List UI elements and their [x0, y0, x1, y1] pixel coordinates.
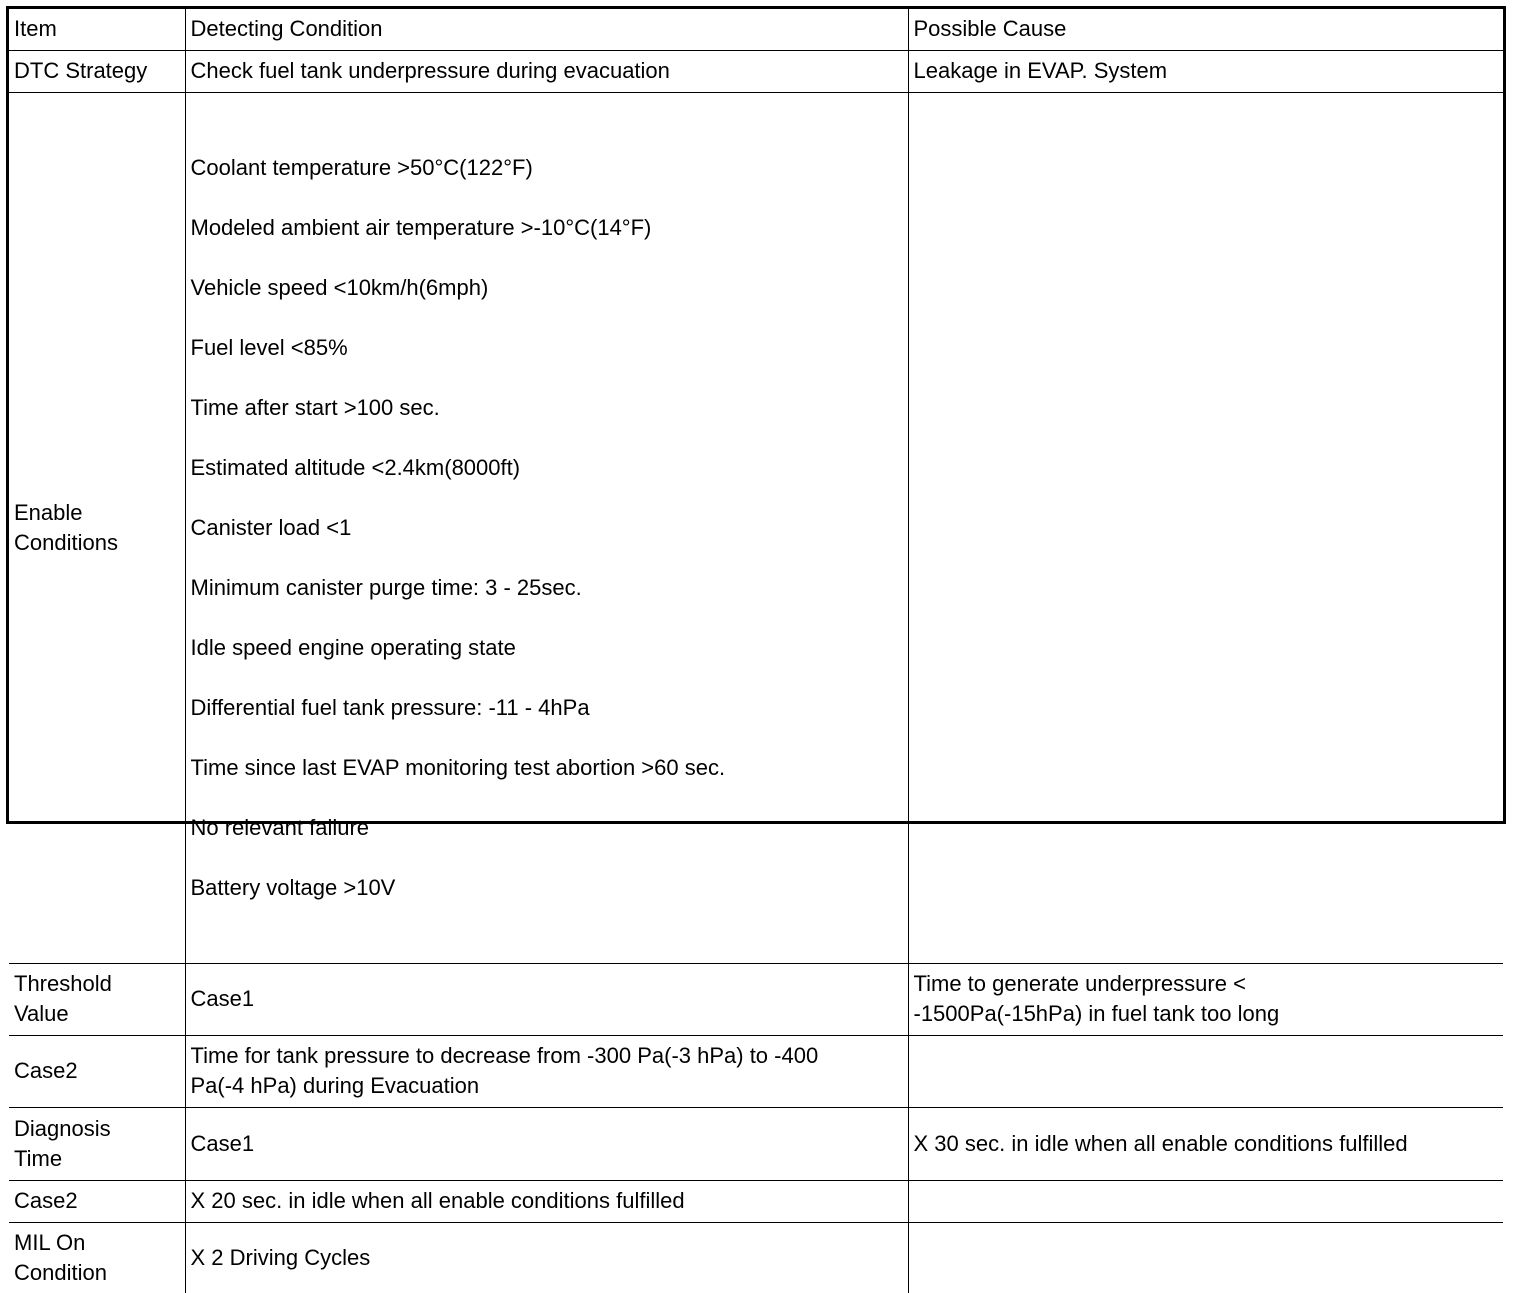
list-item: Modeled ambient air temperature >-10°C(14°F)	[190, 214, 652, 240]
list-item: Canister load <1	[190, 514, 352, 540]
list-item: Minimum canister purge time: 3 - 25sec.	[190, 574, 582, 600]
row-item: Enable Conditions	[9, 92, 185, 963]
enable-conditions-list	[191, 123, 903, 933]
dtc-table-container	[6, 6, 1506, 1285]
row-item: Case2	[9, 1180, 185, 1222]
row-condition: Case1	[185, 1107, 908, 1180]
list-item: No relevant failure	[190, 814, 370, 840]
list-item: Coolant temperature >50°C(122°F)	[190, 154, 533, 180]
list-item: Time since last EVAP monitoring test abortion >60 sec.	[190, 754, 726, 780]
table-row	[9, 963, 1503, 1035]
list-item: Fuel level <85%	[190, 334, 348, 360]
row-item: MIL On Condition	[9, 1222, 185, 1293]
row-cause	[908, 1035, 1503, 1107]
table-row	[9, 1222, 1503, 1293]
row-item: DTC Strategy	[9, 50, 185, 92]
row-item: Case2	[9, 1035, 185, 1107]
list-item: Vehicle speed <10km/h(6mph)	[190, 274, 489, 300]
table-row	[9, 1107, 1503, 1180]
row-cause: Leakage in EVAP. System	[908, 50, 1503, 92]
row-item: Diagnosis Time	[9, 1107, 185, 1180]
row-condition: X 20 sec. in idle when all enable conditions fulfilled	[185, 1180, 908, 1222]
row-condition: Case1	[185, 963, 908, 1035]
row-cause: Time to generate underpressure < -1500Pa(-15hPa) in fuel tank too long	[908, 963, 1503, 1035]
list-item: Idle speed engine operating state	[190, 634, 516, 660]
row-condition-list	[185, 92, 908, 963]
row-cause	[908, 92, 1503, 963]
row-cause: X 30 sec. in idle when all enable conditions fulfilled	[908, 1107, 1503, 1180]
table-row	[9, 1035, 1503, 1107]
row-condition: X 2 Driving Cycles	[185, 1222, 908, 1293]
list-item: Battery voltage >10V	[190, 874, 396, 900]
list-item: Estimated altitude <2.4km(8000ft)	[190, 454, 521, 480]
header-detecting-condition: Detecting Condition	[185, 9, 908, 50]
dtc-table	[9, 9, 1503, 1293]
list-item: Differential fuel tank pressure: -11 - 4hPa	[190, 694, 590, 720]
header-item: Item	[9, 9, 185, 50]
row-cause	[908, 1222, 1503, 1293]
header-row	[9, 9, 1503, 50]
list-item: Time after start >100 sec.	[190, 394, 440, 420]
table-row	[9, 50, 1503, 92]
row-condition: Time for tank pressure to decrease from -300 Pa(-3 hPa) to -400 Pa(-4 hPa) during Evacuation	[185, 1035, 908, 1107]
table-row	[9, 1180, 1503, 1222]
table-row	[9, 92, 1503, 963]
row-item: Threshold Value	[9, 963, 185, 1035]
row-cause	[908, 1180, 1503, 1222]
header-possible-cause: Possible Cause	[908, 9, 1503, 50]
row-condition: Check fuel tank underpressure during evacuation	[185, 50, 908, 92]
